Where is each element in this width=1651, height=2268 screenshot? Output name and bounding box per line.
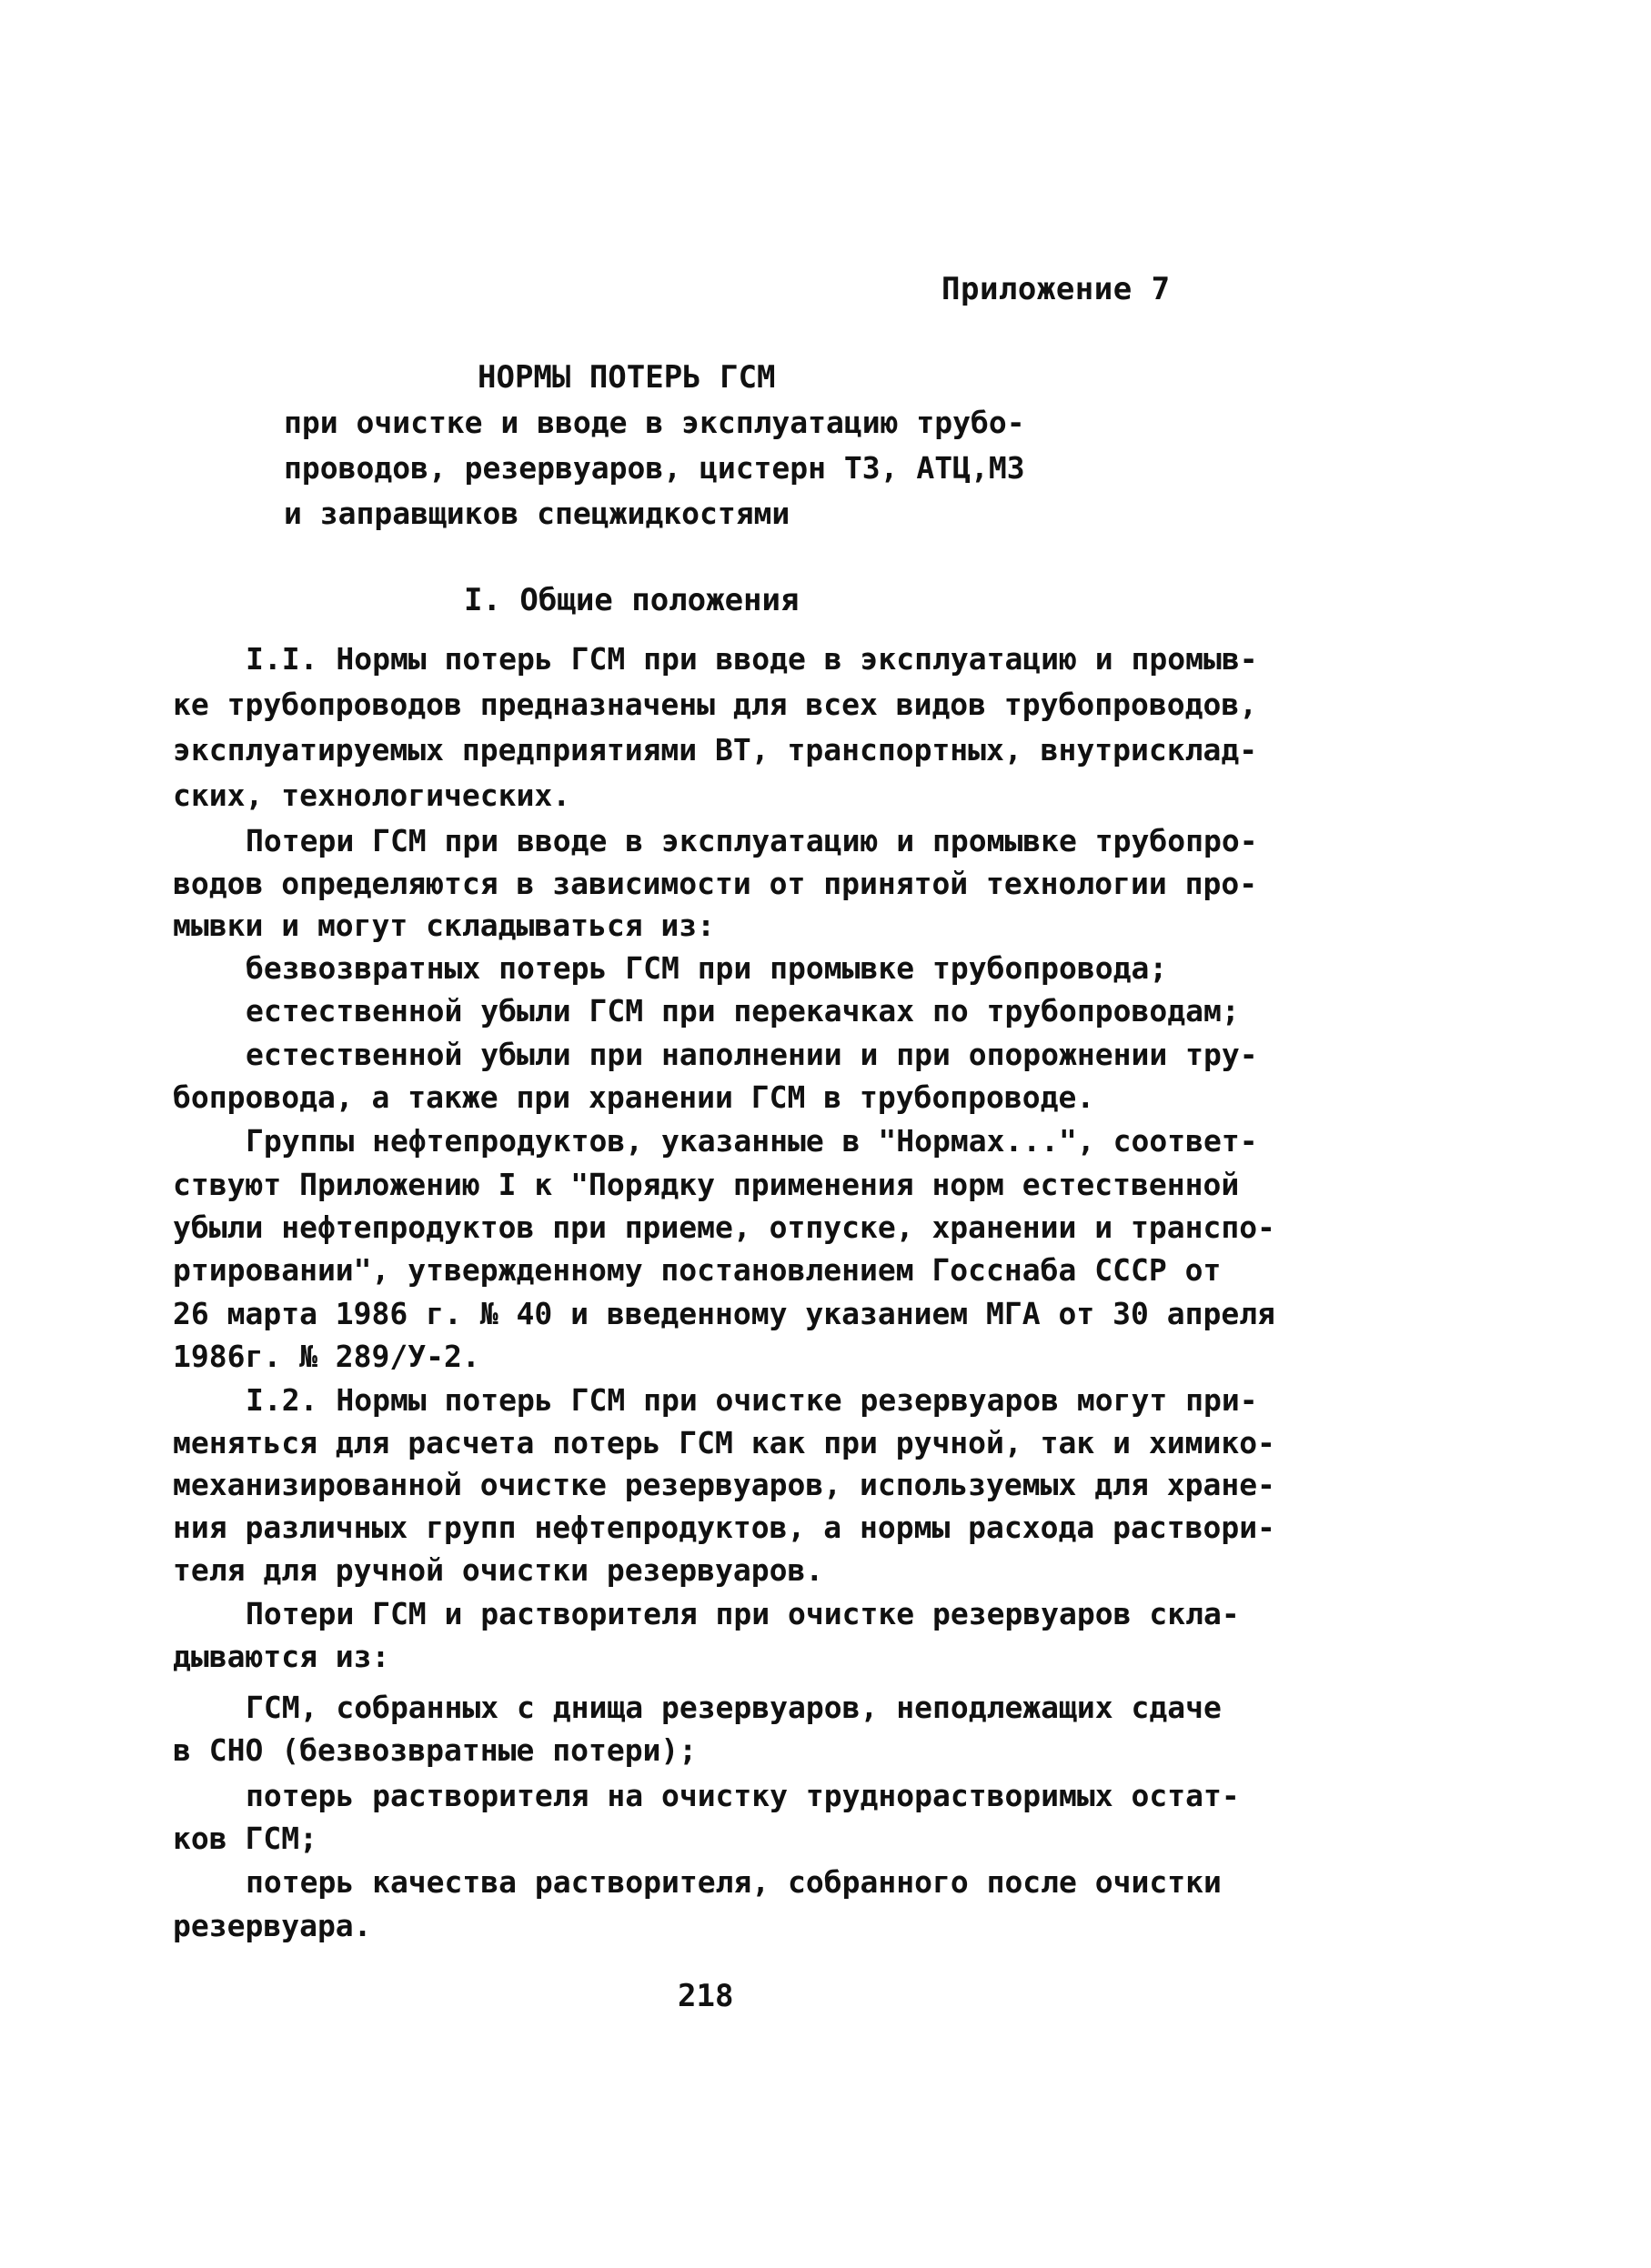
paragraph-line: 1986г. № 289/У-2. [173,1339,480,1374]
paragraph-line: Потери ГСМ и растворителя при очистке резервуаров скла- [246,1596,1240,1631]
paragraph-line: бопровода, а также при хранении ГСМ в трубопроводе. [173,1079,1095,1115]
paragraph-line: Потери ГСМ при вводе в эксплуатацию и промывке трубопро- [246,823,1258,858]
paragraph-line: потерь качества растворителя, собранного после очистки [246,1864,1222,1900]
paragraph-line: теля для ручной очистки резервуаров. [173,1552,824,1588]
paragraph-line: безвозвратных потерь ГСМ при промывке трубопровода; [246,950,1168,986]
paragraph-line: ке трубопроводов предназначены для всех видов трубопроводов, [173,687,1258,722]
paragraph-line: мывки и могут складываться из: [173,908,716,943]
paragraph-line: естественной убыли при наполнении и при опорожнении тру- [246,1037,1258,1072]
subtitle-line: проводов, резервуаров, цистерн ТЗ, АТЦ,МЗ [284,450,1025,486]
paragraph-line: резервуара. [173,1908,372,1943]
paragraph-line: механизированной очистке резервуаров, используемых для хране- [173,1467,1275,1502]
paragraph-line: ГСМ, собранных с днища резервуаров, неподлежащих сдаче [246,1690,1222,1725]
paragraph-line: эксплуатируемых предприятиями ВТ, транспортных, внутрисклад- [173,732,1258,768]
paragraph-line: водов определяются в зависимости от принятой технологии про- [173,866,1258,901]
section-heading: I. Общие положения [464,582,800,618]
paragraph-line: дываются из: [173,1639,390,1674]
paragraph-line: I.I. Нормы потерь ГСМ при вводе в эксплуатацию и промыв- [246,641,1258,677]
paragraph-line: ния различных групп нефтепродуктов, а нормы расхода раствори- [173,1510,1275,1545]
paragraph-line: меняться для расчета потерь ГСМ как при ручной, так и химико- [173,1425,1275,1460]
paragraph-line: ствуют Приложению I к "Порядку применения норм естественной [173,1167,1240,1202]
subtitle-line: при очистке и вводе в эксплуатацию трубо- [284,405,1025,440]
paragraph-line: в СНО (безвозвратные потери); [173,1732,698,1768]
document-title: НОРМЫ ПОТЕРЬ ГСМ [478,359,776,396]
paragraph-line: ков ГСМ; [173,1821,317,1856]
appendix-label: Приложение 7 [941,271,1171,307]
paragraph-line: Группы нефтепродуктов, указанные в "Нормах...", соответ- [246,1123,1258,1159]
subtitle-line: и заправщиков спецжидкостями [284,496,790,531]
paragraph-line: ртировании", утвержденному постановлением Госснаба СССР от [173,1252,1222,1288]
paragraph-line: I.2. Нормы потерь ГСМ при очистке резервуаров могут при- [246,1382,1258,1418]
paragraph-line: естественной убыли ГСМ при перекачках по трубопроводам; [246,993,1240,1029]
paragraph-line: потерь растворителя на очистку труднорастворимых остат- [246,1778,1240,1813]
paragraph-line: ских, технологических. [173,778,571,813]
paragraph-line: 26 марта 1986 г. № 40 и введенному указанием МГА от 30 апреля [173,1296,1275,1331]
page-number: 218 [678,1978,734,2014]
paragraph-line: убыли нефтепродуктов при приеме, отпуске, хранении и транспо- [173,1209,1275,1245]
